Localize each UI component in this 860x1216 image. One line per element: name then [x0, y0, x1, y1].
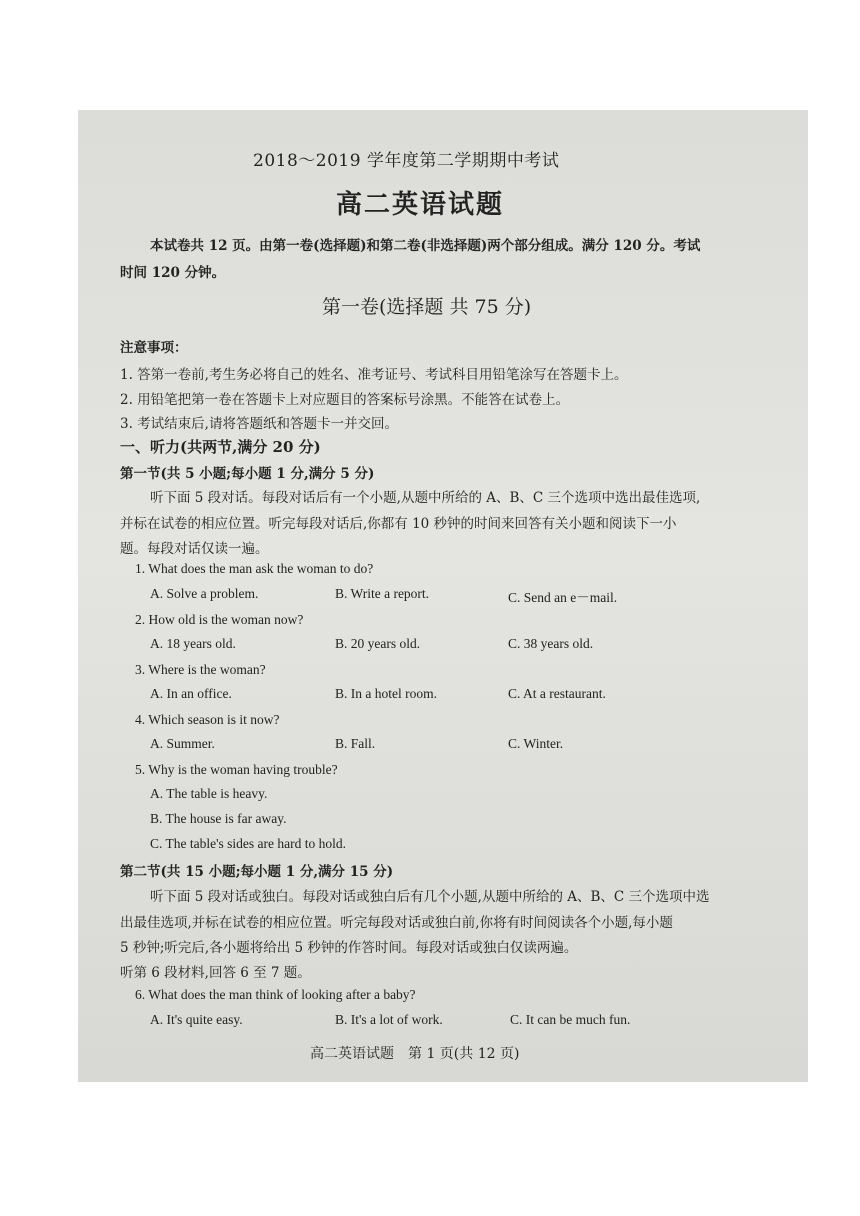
- volume-title: 第一卷(选择题 共 75 分): [322, 296, 532, 318]
- question-1: 1. What does the man ask the woman to do?: [135, 561, 374, 576]
- option-c: C. The table's sides are hard to hold.: [150, 836, 347, 851]
- option-a: A. In an office.: [150, 686, 232, 701]
- exam-year-title: 2018～2019 学年度第二学期期中考试: [253, 151, 560, 171]
- exam-main-title: 高二英语试题: [336, 190, 505, 220]
- option-a: A. The table is heavy.: [150, 786, 268, 801]
- option-b: B. Fall.: [335, 736, 376, 751]
- question-6: 6. What does the man think of looking after a baby?: [135, 987, 416, 1002]
- material-instruction: 听第 6 段材料,回答 6 至 7 题。: [120, 965, 311, 981]
- option-a: A. 18 years old.: [150, 636, 236, 651]
- exam-photo: [78, 110, 808, 1082]
- question-4: 4. Which season is it now?: [135, 712, 280, 727]
- option-c: C. It can be much fun.: [510, 1012, 631, 1027]
- section-one-title: 第一节(共 5 小题;每小题 1 分,满分 5 分): [120, 466, 375, 482]
- option-b: B. 20 years old.: [335, 636, 421, 651]
- note-item: 2. 用铅笔把第一卷在答题卡上对应题目的答案标号涂黑。不能答在试卷上。: [120, 392, 570, 408]
- intro-line-1: 本试卷共 12 页。由第一卷(选择题)和第二卷(非选择题)两个部分组成。满分 120 分。考试: [150, 238, 701, 254]
- question-3: 3. Where is the woman?: [135, 662, 266, 677]
- option-b: B. The house is far away.: [150, 811, 287, 826]
- option-b: B. Write a report.: [335, 586, 430, 601]
- option-a: A. It's quite easy.: [150, 1012, 243, 1027]
- exam-page: [78, 110, 808, 1082]
- part-one-title: 一、听力(共两节,满分 20 分): [120, 438, 321, 456]
- option-c: C. At a restaurant.: [508, 686, 606, 701]
- intro-line-2: 时间 120 分钟。: [120, 265, 226, 281]
- option-c: C. 38 years old.: [508, 636, 594, 651]
- notes-heading: 注意事项：: [120, 340, 188, 356]
- section-two-instruction: 听下面 5 段对话或独白。每段对话或独白后有几个小题,从题中所给的 A、B、C 三个选项中选: [150, 889, 710, 905]
- note-item: 1. 答第一卷前,考生务必将自己的姓名、准考证号、考试科目用铅笔涂写在答题卡上。: [120, 367, 628, 383]
- section-one-instruction: 题。每段对话仅读一遍。: [120, 541, 269, 557]
- question-5: 5. Why is the woman having trouble?: [135, 762, 338, 777]
- section-two-instruction: 出最佳选项,并标在试卷的相应位置。听完每段对话或独白前,你将有时间阅读各个小题,每小题: [120, 915, 673, 931]
- option-a: A. Solve a problem.: [150, 586, 259, 601]
- section-one-instruction: 听下面 5 段对话。每段对话后有一个小题,从题中所给的 A、B、C 三个选项中选出最佳选项,: [150, 490, 701, 506]
- option-b: B. It's a lot of work.: [335, 1012, 443, 1027]
- section-two-instruction: 5 秒钟;听完后,各小题将给出 5 秒钟的作答时间。每段对话或独白仅读两遍。: [120, 940, 578, 956]
- option-c: C. Send an e－mail.: [508, 590, 618, 605]
- note-item: 3. 考试结束后,请将答题纸和答题卡一并交回。: [120, 416, 398, 432]
- option-b: B. In a hotel room.: [335, 686, 437, 701]
- page-footer: 高二英语试题 第 1 页(共 12 页): [310, 1046, 520, 1062]
- section-one-instruction: 并标在试卷的相应位置。听完每段对话后,你都有 10 秒钟的时间来回答有关小题和阅读下一小: [120, 516, 677, 532]
- section-two-title: 第二节(共 15 小题;每小题 1 分,满分 15 分): [120, 864, 394, 880]
- question-2: 2. How old is the woman now?: [135, 612, 304, 627]
- option-a: A. Summer.: [150, 736, 215, 751]
- option-c: C. Winter.: [508, 736, 564, 751]
